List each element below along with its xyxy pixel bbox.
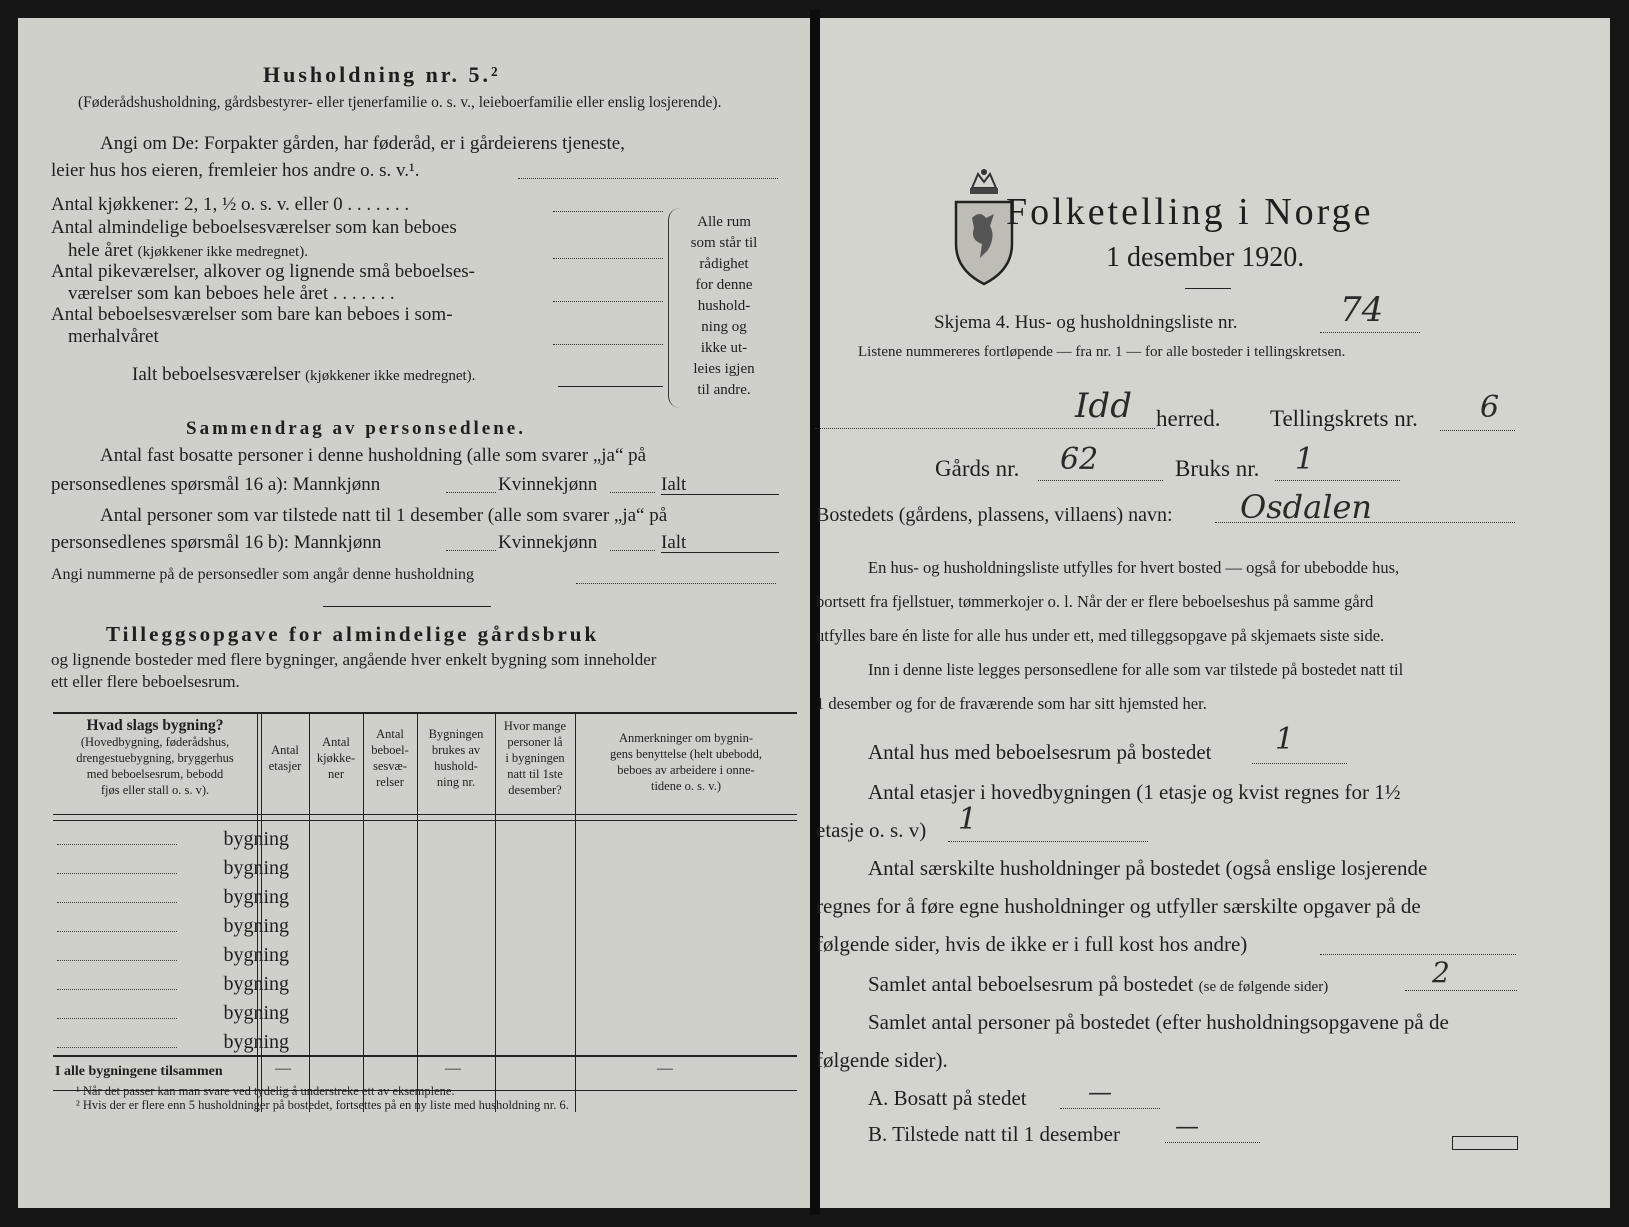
buildings-table <box>53 712 797 1112</box>
header-line: gens benyttelse (helt ubebodd, <box>609 747 763 761</box>
tellingskrets-line <box>1440 430 1515 431</box>
para1-line2: bortsett fra fjellstuer, tømmerkojer o. l. Når der er flere beboelseshus på samme gård <box>816 592 1374 611</box>
total-anmerkninger: — <box>657 1060 673 1077</box>
samlet-pers-line2: følgende sider). <box>816 1048 948 1072</box>
a-bosatt-line <box>1060 1108 1160 1109</box>
a-bosatt-value[interactable]: — <box>1088 1078 1112 1106</box>
section-divider <box>323 606 491 607</box>
fast-kvinne-answer[interactable] <box>610 492 655 493</box>
tellingskrets-label: Tellingskrets nr. <box>1270 406 1418 431</box>
right-page <box>816 18 1610 1208</box>
table-row[interactable] <box>53 880 797 910</box>
pike-line2: værelser som kan beboes hele året . . . . . . . <box>68 283 395 304</box>
header-line: Antal <box>376 727 404 741</box>
building-type-field[interactable] <box>57 931 177 932</box>
book-spine <box>810 10 820 1215</box>
para2-line2: 1 desember og for de fraværende som har sitt hjemsted her. <box>816 694 1207 713</box>
etasjer-line <box>948 841 1148 842</box>
fast-kvinne-label: Kvinnekjønn <box>498 474 598 495</box>
fast-ialt-answer[interactable] <box>661 494 779 495</box>
bracket-note-line: for denne <box>695 277 753 293</box>
header-line: i bygningen <box>505 751 565 765</box>
bygning-label: bygning <box>223 973 289 995</box>
building-type-field[interactable] <box>57 844 177 845</box>
bracket-note <box>668 208 779 408</box>
til-line2: personsedlenes spørsmål 16 b): Mannkjønn <box>51 532 382 553</box>
b-tilstede-value[interactable]: — <box>1175 1112 1199 1140</box>
col-kjokkener-header <box>309 734 363 782</box>
fast-ialt-label: Ialt <box>661 474 687 495</box>
header-line: Anmerkninger om bygnin- <box>618 731 753 745</box>
col-personer-header <box>495 718 575 798</box>
skjema-nr-value[interactable]: 74 <box>1340 290 1384 330</box>
header-line: beboes av arbeidere i onne- <box>617 763 755 777</box>
header-line: ning nr. <box>436 775 476 789</box>
header-line: Antal <box>271 743 299 757</box>
ialt-line: Ialt beboelsesværelser (kjøkkener ikke medregnet). <box>132 364 476 385</box>
sommer-answer[interactable] <box>553 344 663 345</box>
til-mann-answer[interactable] <box>446 550 496 551</box>
footnote-2: ² Hvis der er flere enn 5 husholdninger på bostedet, fortsettes på en ny liste med husholdning nr. 6. <box>76 1098 569 1112</box>
skjema-nr-line <box>1320 332 1420 333</box>
bruks-line <box>1275 480 1400 481</box>
sommer-line2: merhalvåret <box>68 326 159 347</box>
bracket-note-line: som står til <box>690 235 758 251</box>
para1-line3: utfylles bare én liste for alle hus under ett, med tilleggsopgave på skjemaets siste side. <box>816 626 1385 645</box>
tillegg-sub1: og lignende bosteder med flere bygninger, angående hver enkelt bygning som inneholder <box>51 650 657 669</box>
alm-answer[interactable] <box>553 258 663 259</box>
header-line: kjøkke- <box>316 751 356 765</box>
total-husholdning: — <box>445 1060 461 1077</box>
building-type-field[interactable] <box>57 902 177 903</box>
b-tilstede-label: B. Tilstede natt til 1 desember <box>868 1122 1120 1146</box>
q-forpakter-line2: leier hus hos eieren, fremleier hos andre o. s. v.¹. <box>51 160 420 181</box>
nummerne-answer[interactable] <box>576 583 776 584</box>
fast-line2: personsedlenes spørsmål 16 a): Mannkjønn <box>51 474 381 495</box>
header-line: natt til 1ste <box>507 767 563 781</box>
col-etasjer-header <box>261 742 309 774</box>
bygning-label: bygning <box>223 857 289 879</box>
bracket-note-line: rådighet <box>699 256 749 272</box>
table-row[interactable] <box>53 851 797 881</box>
angi-nummerne: Angi nummerne på de personsedler som angår denne husholdning <box>51 566 475 583</box>
header-line: desember? <box>508 783 562 797</box>
hus-line <box>1252 763 1347 764</box>
hus-value[interactable]: 1 <box>1275 722 1295 757</box>
building-type-field[interactable] <box>57 960 177 961</box>
sammendrag-title: Sammendrag av personsedlene. <box>186 418 526 439</box>
table-row[interactable] <box>53 967 797 997</box>
samlet-rum-value[interactable]: 2 <box>1432 956 1450 989</box>
skjema-label: Skjema 4. Hus- og husholdningsliste nr. <box>934 312 1238 333</box>
samlet-rum-line: Samlet antal beboelsesrum på bostedet (se de følgende sider) <box>868 972 1329 996</box>
herred-line <box>815 428 1155 429</box>
header-line: tidene o. s. v.) <box>650 779 721 793</box>
a-bosatt-label: A. Bosatt på stedet <box>868 1086 1027 1110</box>
header-line: Antal <box>322 735 350 749</box>
header-line: Bygningen <box>428 727 484 741</box>
saer-line2: regnes for å føre egne husholdninger og utfyller særskilte opgaver på de <box>816 894 1421 918</box>
herred-value[interactable]: Idd <box>1075 386 1132 426</box>
saer-line3: følgende sider, hvis de ikke er i full kost hos andre) <box>816 932 1248 956</box>
header-line: (Hovedbygning, føderådshus, <box>80 735 230 749</box>
header-line: etasjer <box>268 759 302 773</box>
total-row-label: I alle bygningene tilsammen <box>55 1064 223 1079</box>
etasjer-value[interactable]: 1 <box>958 802 978 837</box>
til-kvinne-answer[interactable] <box>610 550 655 551</box>
sommer-line1: Antal beboelsesværelser som bare kan beboes i som- <box>51 304 453 325</box>
til-line1: Antal personer som var tilstede natt til 1 desember (alle som svarer „ja“ på <box>100 505 668 526</box>
col-husholdning-header <box>417 726 495 790</box>
census-title: Folketelling i Norge <box>1006 191 1374 233</box>
ialt-answer[interactable] <box>558 386 663 387</box>
etasjer-line2: etasje o. s. v) <box>816 818 927 842</box>
bracket-note-line: ning og <box>701 319 747 335</box>
fast-line1: Antal fast bosatte personer i denne husholdning (alle som svarer „ja“ på <box>100 445 647 466</box>
table-row[interactable] <box>53 996 797 1026</box>
para2-line1: Inn i denne liste legges personsedlene for alle som var tilstede på bostedet natt til <box>868 660 1404 679</box>
header-line: relser <box>376 775 404 789</box>
household-subtitle: (Føderådshusholdning, gårdsbestyrer- eller tjenerfamilie o. s. v., leieboerfamilie eller enslig losjerende). <box>78 94 722 111</box>
table-row[interactable] <box>53 1025 797 1055</box>
tellingskrets-value[interactable]: 6 <box>1480 390 1500 425</box>
bostedets-value[interactable]: Osdalen <box>1240 488 1372 526</box>
q-forpakter-line1: Angi om De: Forpakter gården, har føderåd, er i gårdeierens tjeneste, <box>100 133 625 154</box>
header-line: personer lå <box>507 735 563 749</box>
bygning-label: bygning <box>223 915 289 937</box>
building-type-field[interactable] <box>57 1018 177 1019</box>
bygning-label: bygning <box>223 944 289 966</box>
hus-label: Antal hus med beboelsesrum på bostedet <box>868 740 1212 764</box>
b-tilstede-line <box>1165 1142 1260 1143</box>
bygning-label: bygning <box>223 886 289 908</box>
bruks-value[interactable]: 1 <box>1295 442 1315 477</box>
header-line: fjøs eller stall o. s. v). <box>100 783 210 797</box>
para1-line1: En hus- og husholdningsliste utfylles for hvert bosted — også for ubebodde hus, <box>868 558 1400 577</box>
saer-answer[interactable] <box>1320 954 1516 955</box>
saer-line1: Antal særskilte husholdninger på bostedet (også enslige losjerende <box>868 856 1428 880</box>
table-row[interactable] <box>53 909 797 939</box>
tillegg-title: Tilleggsopgave for almindelige gårdsbruk <box>106 622 600 646</box>
gards-value[interactable]: 62 <box>1060 442 1099 477</box>
printer-stamp <box>1452 1136 1518 1150</box>
bygning-label: bygning <box>223 1031 289 1053</box>
fast-mann-answer[interactable] <box>446 492 496 493</box>
header-line: ner <box>328 767 344 781</box>
footnote-1: ¹ Når det passer kan man svare ved tydelig å understreke ett av eksemplene. <box>76 1084 455 1098</box>
gards-label: Gårds nr. <box>935 456 1020 481</box>
samlet-rum-line-fill <box>1405 990 1517 991</box>
building-type-field[interactable] <box>57 1047 177 1048</box>
bygning-label: bygning <box>223 828 289 850</box>
bruks-label: Bruks nr. <box>1175 456 1260 481</box>
bostedets-line <box>1215 522 1515 523</box>
title-divider <box>1185 288 1231 289</box>
census-date: 1 desember 1920. <box>1106 242 1305 273</box>
header-line: sesvæ- <box>372 759 408 773</box>
header-line: brukes av <box>431 743 481 757</box>
building-type-field[interactable] <box>57 873 177 874</box>
left-page <box>18 18 810 1208</box>
bostedets-label: Bostedets (gårdens, plassens, villaens) navn: <box>816 504 1173 526</box>
pike-answer[interactable] <box>553 301 663 302</box>
table-row[interactable] <box>53 822 797 852</box>
til-ialt-answer[interactable] <box>661 552 779 553</box>
bracket-note-line: hushold- <box>697 298 751 314</box>
til-kvinne-label: Kvinnekjønn <box>498 532 598 553</box>
building-type-field[interactable] <box>57 989 177 990</box>
header-line: Hvor mange <box>503 719 567 733</box>
col-vaerelser-header <box>363 726 417 790</box>
tillegg-sub2: ett eller flere beboelsesrum. <box>51 672 240 691</box>
header-line: med beboelsesrum, bebodd <box>86 767 224 781</box>
header-line: drengestuebygning, bryggerhus <box>76 751 234 765</box>
gards-line <box>1038 480 1163 481</box>
til-ialt-label: Ialt <box>661 532 687 553</box>
bracket-note-line: ikke ut- <box>700 340 748 356</box>
bygning-label: bygning <box>223 1002 289 1024</box>
total-etasjer: — <box>275 1060 291 1077</box>
household-title: Husholdning nr. 5.² <box>263 62 501 87</box>
herred-label: herred. <box>1156 406 1221 431</box>
col-building-type-header: Hvad slags bygning? (Hovedbygning, føderådshus, drengestuebygning, bryggerhus med beboelsesrum, bebodd fjøs eller stall o. s. v). <box>53 718 257 798</box>
kjokkener-answer[interactable] <box>553 211 663 212</box>
table-row[interactable] <box>53 938 797 968</box>
forpakter-answer-line[interactable] <box>518 178 778 179</box>
etasjer-line1: Antal etasjer i hovedbygningen (1 etasje og kvist regnes for 1½ <box>868 780 1401 804</box>
kjokkener-label: Antal kjøkkener: 2, 1, ½ o. s. v. eller 0 . . . . . . . <box>51 194 410 215</box>
alm-line1: Antal almindelige beboelsesværelser som kan beboes <box>51 217 457 238</box>
listene-note: Listene nummereres fortløpende — fra nr. 1 — for alle bosteder i tellingskretsen. <box>858 344 1346 360</box>
alm-line2: hele året (kjøkkener ikke medregnet). <box>68 240 308 261</box>
header-line: hushold- <box>434 759 478 773</box>
bracket-note-line: Alle rum <box>697 214 751 230</box>
header-line: beboel- <box>371 743 409 757</box>
bracket-note-line: til andre. <box>697 382 751 398</box>
samlet-pers-line1: Samlet antal personer på bostedet (efter husholdningsopgavene på de <box>868 1010 1449 1034</box>
pike-line1: Antal pikeværelser, alkover og lignende små beboelses- <box>51 261 475 282</box>
col-anmerkninger-header <box>575 730 797 794</box>
bracket-note-line: leies igjen <box>693 361 755 377</box>
